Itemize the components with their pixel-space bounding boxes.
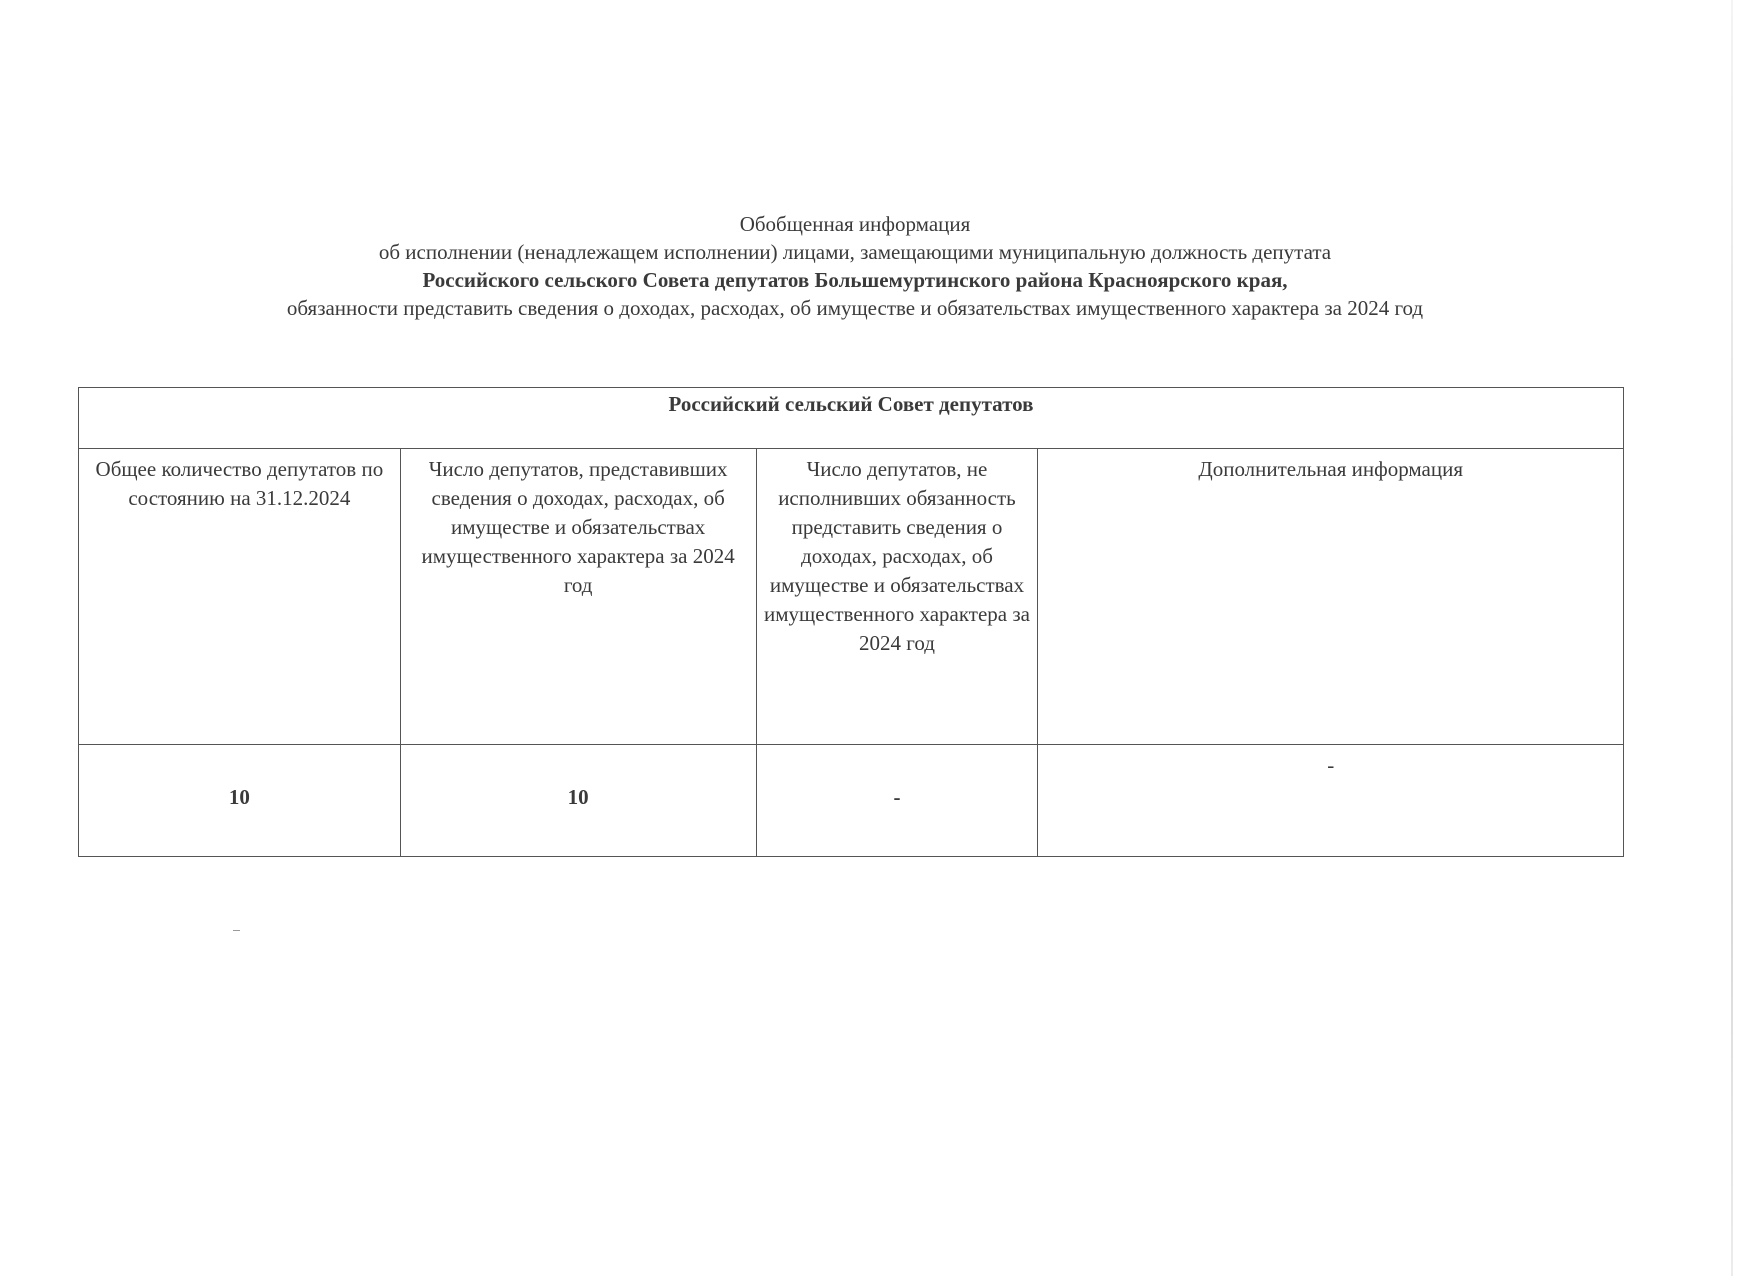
value-submitted: 10 (400, 745, 756, 857)
header-not-submitted: Число депутатов, не исполнивших обязанность представить сведения о доходах, расходах, об имуществе и обязательствах имущественного характера за 2024 год (756, 449, 1038, 745)
header-submitted: Число депутатов, представивших сведения о доходах, расходах, об имуществе и обязательствах имущественного характера за 2024 год (400, 449, 756, 745)
heading-subtitle: об исполнении (ненадлежащем исполнении) лицами, замещающими муниципальную должность депутата (378, 240, 1332, 264)
scan-speck (233, 930, 240, 931)
header-additional-info: Дополнительная информация (1038, 449, 1624, 745)
value-total-deputies: 10 (79, 745, 401, 857)
header-row (79, 449, 1624, 745)
document-heading (0, 210, 1710, 322)
heading-title: Обобщенная информация (739, 212, 971, 236)
scan-edge (1731, 0, 1733, 1276)
header-total-deputies: Общее количество депутатов по состоянию на 31.12.2024 (79, 449, 401, 745)
heading-council: Российского сельского Совета депутатов Большемуртинского района Красноярского края, (422, 268, 1288, 292)
value-not-submitted: - (756, 745, 1038, 857)
heading-obligation: обязанности представить сведения о доходах, расходах, об имуществе и обязательствах имущественного характера за 2024 год (286, 296, 1424, 320)
value-additional-info: - (1038, 745, 1624, 857)
council-row (79, 388, 1624, 449)
value-row (79, 745, 1624, 857)
council-name-cell: Российский сельский Совет депутатов (79, 388, 1624, 449)
deputies-info-table (78, 387, 1624, 857)
